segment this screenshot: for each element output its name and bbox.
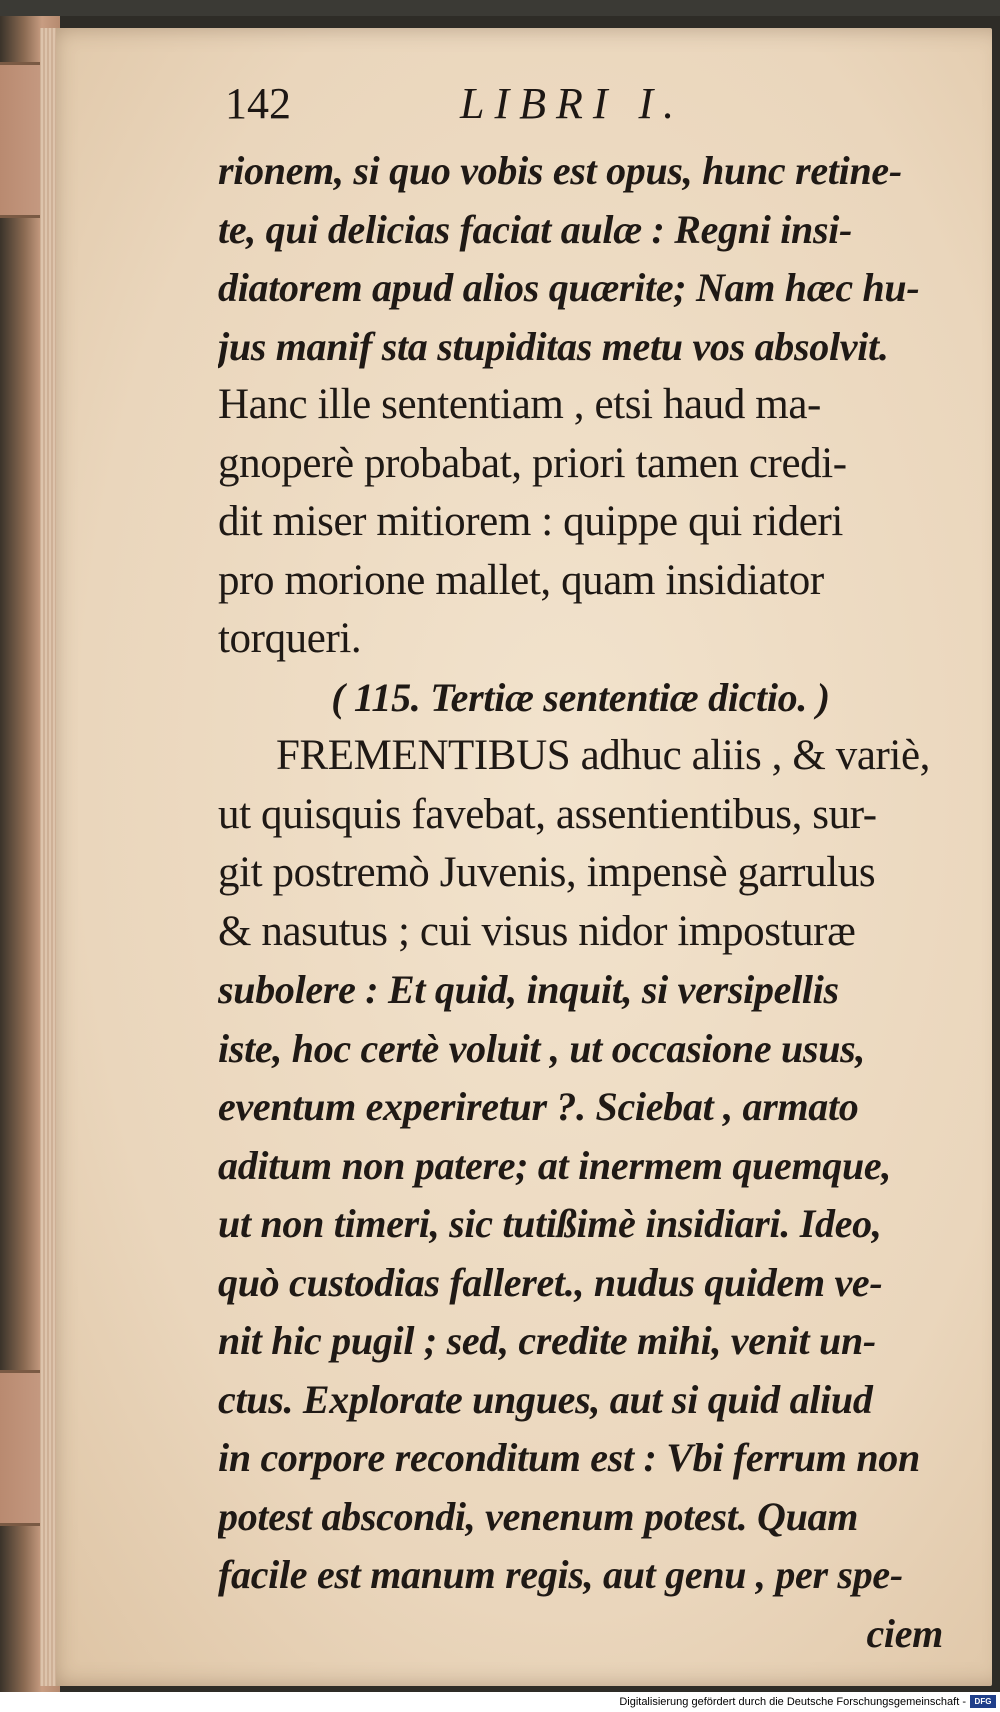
text-line: potest abscondi, venenum potest. Quam: [218, 1493, 859, 1539]
text-line: ut non timeri, sic tutißimè insidiari. Ideo,: [218, 1201, 882, 1246]
text-line: quò custodias falleret., nudus quidem ve-: [218, 1259, 883, 1305]
text-line: ctus. Explorate ungues, aut si quid aliud: [218, 1376, 873, 1422]
page-header: [225, 78, 725, 134]
footer-credit: Digitalisierung gefördert durch die Deutsche Forschungsgemeinschaft -: [619, 1696, 966, 1708]
text-line: facile est manum regis, aut genu , per spe-: [218, 1552, 903, 1597]
text-line: gnoperè probabat, priori tamen credi-: [218, 439, 847, 487]
digitization-footer: [0, 1692, 1000, 1712]
page-number: 142: [225, 79, 291, 128]
text-line: ut quisquis favebat, assentientibus, sur-: [218, 790, 877, 838]
text-line: in corpore reconditum est : Vbi ferrum non: [218, 1435, 920, 1480]
text-line: jus manif sta stupiditas metu vos absolvit.: [218, 323, 889, 369]
catchword: ciem: [866, 1610, 943, 1656]
text-line: FREMENTIBUS adhuc aliis , & variè,: [276, 732, 931, 779]
running-head: LIBRI I.: [460, 79, 685, 128]
text-line: diatorem apud alios quærite; Nam hæc hu-: [218, 265, 920, 310]
section-heading: ( 115. Tertiæ sententiæ dictio. ): [331, 674, 830, 720]
text-line: pro morione mallet, quam insidiator: [218, 556, 824, 604]
text-line: torqueri.: [218, 615, 362, 662]
text-line: te, qui delicias faciat aulæ : Regni insi-: [218, 206, 853, 252]
text-line: rionem, si quo vobis est opus, hunc retine-: [218, 148, 902, 193]
text-line: git postremò Juvenis, impensè garrulus: [218, 849, 876, 896]
text-line: dit miser mitiorem : quippe qui rideri: [218, 498, 843, 545]
text-line: subolere : Et quid, inquit, si versipellis: [218, 967, 839, 1012]
text-line: eventum experiretur ?. Sciebat , armato: [218, 1084, 859, 1129]
page-edges: [40, 28, 56, 1686]
text-line: Hanc ille sententiam , etsi haud ma-: [218, 381, 821, 428]
page-text: [218, 142, 943, 1663]
dfg-logo-icon: DFG: [970, 1695, 996, 1708]
text-line: nit hic pugil ; sed, credite mihi, venit un-: [218, 1318, 876, 1363]
text-line: iste, hoc certè voluit , ut occasione usus,: [218, 1025, 866, 1071]
text-line: aditum non patere; at inermem quemque,: [218, 1142, 892, 1188]
text-line: & nasutus ; cui visus nidor imposturæ: [218, 907, 856, 955]
